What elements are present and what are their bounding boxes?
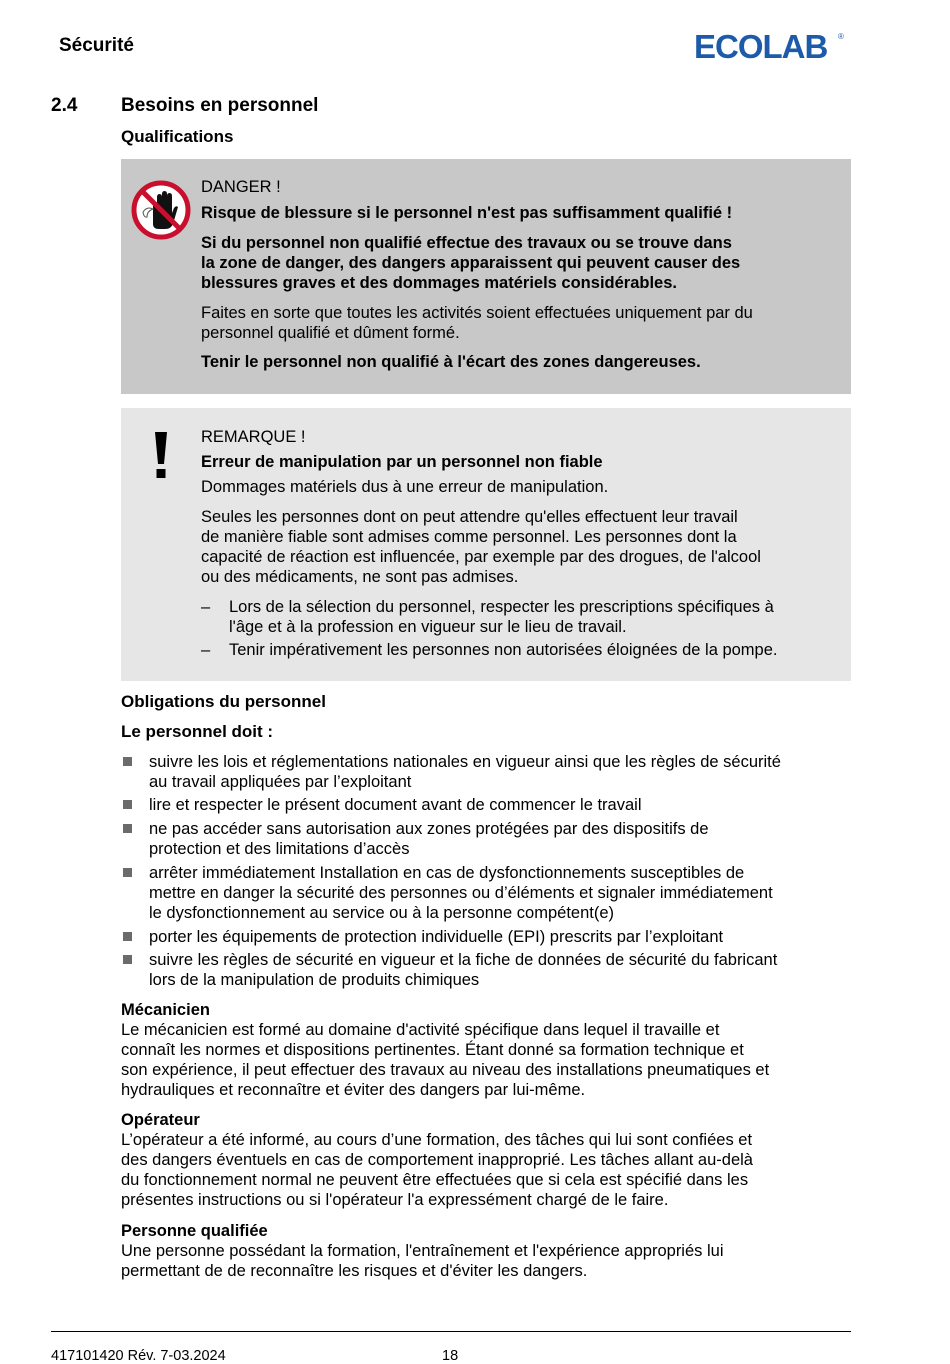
list-item xyxy=(121,927,851,947)
operateur-section xyxy=(121,1110,851,1210)
list-item-line: suivre les règles de sécurité en vigueur et la fiche de données de sécurité du fabricant xyxy=(149,951,778,969)
footer-page-number: 18 xyxy=(442,1348,459,1364)
list-item-line: porter les équipements de protection individuelle (EPI) prescrits par l’exploitant xyxy=(149,928,724,946)
paragraph-line: son expérience, il peut effectuer des travaux au niveau des installations pneumatiques et xyxy=(121,1061,770,1079)
note-notice xyxy=(121,408,851,681)
section-number: 2.4 xyxy=(51,95,78,116)
paragraph-line: connaît les normes et dispositions pertinentes. Étant donné sa formation technique et xyxy=(121,1041,744,1059)
note-dash-item xyxy=(201,597,837,637)
footer-divider xyxy=(51,1331,851,1332)
list-item-line: lire et respecter le présent document avant de commencer le travail xyxy=(149,796,642,814)
note-text xyxy=(201,427,837,587)
danger-headline: Risque de blessure si le personnel n'est pas suffisamment qualifié ! xyxy=(201,204,733,222)
danger-text-line: personnel qualifié et dûment formé. xyxy=(201,324,460,342)
dash-symbol: – xyxy=(201,598,211,616)
list-item xyxy=(121,819,851,859)
danger-final: Tenir le personnel non qualifié à l'écart des zones dangereuses. xyxy=(201,353,701,371)
footer-doc-ref: 417101420 Rév. 7-03.2024 xyxy=(51,1348,226,1364)
note-dash-item xyxy=(201,640,837,660)
paragraph-line: des dangers éventuels en cas de comportement inapproprié. Les tâches allant au-delà xyxy=(121,1151,753,1169)
paragraph-line: du fonctionnement normal ne peuvent être effectuées que si cela est spécifié dans les xyxy=(121,1171,749,1189)
bullet-square-icon xyxy=(123,932,132,941)
danger-notice xyxy=(121,159,851,394)
ecolab-logo xyxy=(694,28,844,64)
list-item-line: arrêter immédiatement Installation en cas de dysfonctionnements susceptibles de xyxy=(149,864,745,882)
bullet-square-icon xyxy=(123,757,132,766)
danger-text-line: Faites en sorte que toutes les activités soient effectuées uniquement par du xyxy=(201,304,753,322)
danger-bold-line: blessures graves et des dommages matériels considérables. xyxy=(201,274,677,292)
dash-item-line: l'âge et à la profession en vigueur sur le lieu de travail. xyxy=(229,618,627,636)
no-entry-hand-icon xyxy=(131,180,191,240)
dash-item-line: Lors de la sélection du personnel, respecter les prescriptions spécifiques à xyxy=(229,598,774,616)
obligations-title: Obligations du personnel xyxy=(121,692,326,711)
bullet-square-icon xyxy=(123,868,132,877)
operateur-title: Opérateur xyxy=(121,1111,200,1129)
list-item-line: protection et des limitations d’accès xyxy=(149,840,410,858)
note-label: REMARQUE ! xyxy=(201,428,306,446)
note-paragraph-line: capacité de réaction est influencée, par exemple par des drogues, de l'alcool xyxy=(201,548,761,566)
list-item-line: mettre en danger la sécurité des personnes ou d’éléments et signaler immédiatement xyxy=(149,884,773,902)
paragraph-line: permettant de de reconnaître les risques et d'éviter les dangers. xyxy=(121,1262,588,1280)
danger-text xyxy=(201,177,837,372)
paragraph-line: Le mécanicien est formé au domaine d'activité spécifique dans lequel il travaille et xyxy=(121,1021,720,1039)
section-title: Besoins en personnel xyxy=(121,95,319,116)
note-line: Dommages matériels dus à une erreur de manipulation. xyxy=(201,478,609,496)
danger-label: DANGER ! xyxy=(201,178,281,196)
bullet-square-icon xyxy=(123,800,132,809)
note-paragraph-line: Seules les personnes dont on peut attendre qu'elles effectuent leur travail xyxy=(201,508,738,526)
dash-item-line: Tenir impérativement les personnes non autorisées éloignées de la pompe. xyxy=(229,641,778,659)
list-item xyxy=(121,752,851,792)
danger-bold-line: la zone de danger, des dangers apparaissent qui peuvent causer des xyxy=(201,254,741,272)
list-item xyxy=(121,863,851,923)
note-paragraph-line: ou des médicaments, ne sont pas admises. xyxy=(201,568,519,586)
qualifiee-title: Personne qualifiée xyxy=(121,1222,268,1240)
danger-bold-line: Si du personnel non qualifié effectue des travaux ou se trouve dans xyxy=(201,234,732,252)
bullet-square-icon xyxy=(123,824,132,833)
note-headline: Erreur de manipulation par un personnel non fiable xyxy=(201,453,603,471)
obligations-lead: Le personnel doit : xyxy=(121,722,274,741)
paragraph-line: présentes instructions ou si l'opérateur l'a expressément chargé de le faire. xyxy=(121,1191,669,1209)
mecanicien-title: Mécanicien xyxy=(121,1001,210,1019)
page-header-title: Sécurité xyxy=(59,35,134,56)
mecanicien-section xyxy=(121,1000,851,1100)
subsection-title: Qualifications xyxy=(121,127,234,146)
list-item xyxy=(121,950,851,990)
list-item-line: au travail appliquées par l’exploitant xyxy=(149,773,412,791)
list-item-line: ne pas accéder sans autorisation aux zones protégées par des dispositifs de xyxy=(149,820,709,838)
list-item-line: lors de la manipulation de produits chimiques xyxy=(149,971,480,989)
bullet-square-icon xyxy=(123,955,132,964)
paragraph-line: Une personne possédant la formation, l'entraînement et l'expérience appropriés lui xyxy=(121,1242,724,1260)
exclamation-icon xyxy=(151,430,171,480)
svg-text:®: ® xyxy=(838,32,844,41)
list-item-line: le dysfonctionnement au service ou à la personne compétent(e) xyxy=(149,904,615,922)
paragraph-line: hydrauliques et reconnaître et éviter des dangers par lui-même. xyxy=(121,1081,586,1099)
dash-symbol: – xyxy=(201,641,211,659)
qualifiee-section xyxy=(121,1221,851,1281)
list-item xyxy=(121,795,851,815)
paragraph-line: L’opérateur a été informé, au cours d’une formation, des tâches qui lui sont confiées et xyxy=(121,1131,753,1149)
logo-text: ECOLAB xyxy=(694,28,828,64)
list-item-line: suivre les lois et réglementations nationales en vigueur ainsi que les règles de sécurité xyxy=(149,753,781,771)
note-paragraph-line: de manière fiable sont admises comme personnel. Les personnes dont la xyxy=(201,528,737,546)
